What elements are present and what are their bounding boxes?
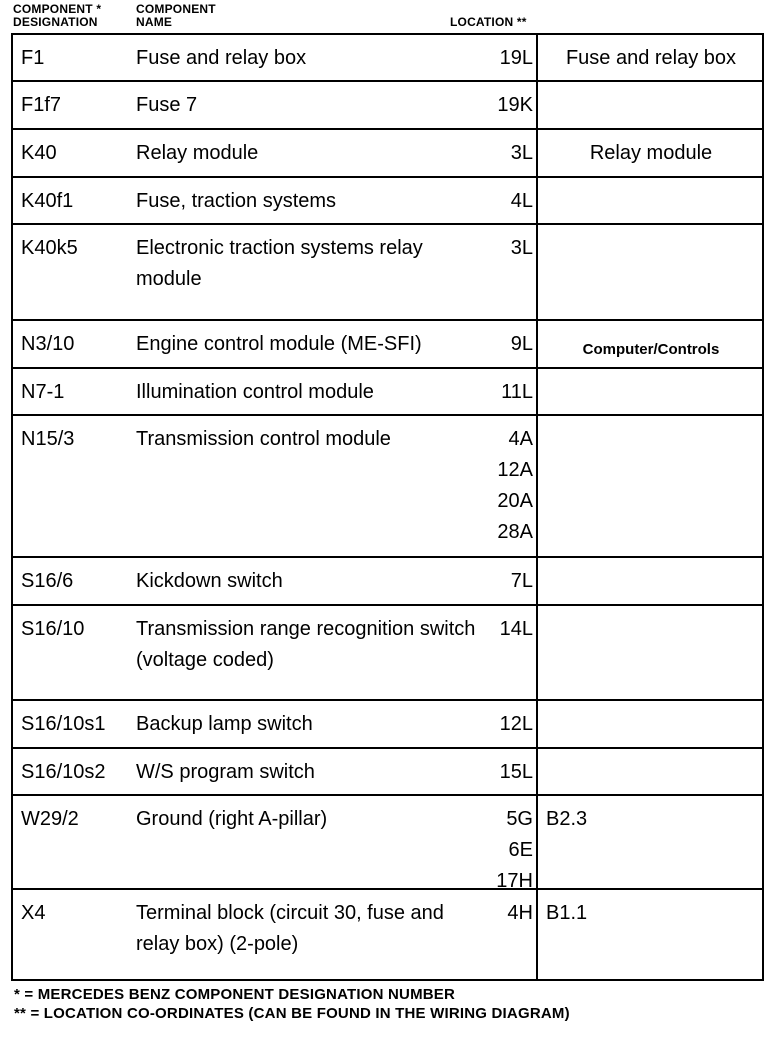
component-name: Electronic traction systems relay module	[136, 237, 423, 290]
component-name: Transmission range recognition switch (voltage coded)	[136, 618, 476, 671]
component-location	[501, 377, 533, 408]
table-row	[13, 890, 762, 979]
component-code: K40k5	[21, 237, 78, 259]
component-location	[511, 329, 533, 360]
component-code: N15/3	[21, 428, 75, 450]
component-note: Computer/Controls	[582, 341, 720, 358]
header-name-line1: COMPONENT	[136, 2, 216, 16]
location-code: 4L	[510, 190, 533, 212]
location-code: 20A	[497, 490, 533, 512]
location-code: 11L	[501, 381, 533, 403]
table-row	[13, 701, 762, 749]
component-name: Illumination control module	[136, 381, 374, 403]
component-location	[511, 233, 533, 264]
location-code: 15L	[499, 761, 533, 783]
location-code: 3L	[510, 142, 533, 164]
header-name-line2: NAME	[136, 15, 173, 29]
table-row	[13, 225, 762, 321]
component-name: Fuse, traction systems	[136, 190, 337, 212]
location-code: 19K	[497, 94, 533, 116]
location-code: 4A	[508, 428, 533, 450]
header-component-designation	[13, 3, 101, 29]
component-code: F1	[21, 47, 45, 69]
component-code: X4	[21, 902, 46, 924]
location-code: 14L	[499, 618, 533, 640]
component-location	[511, 566, 533, 597]
component-code: F1f7	[21, 94, 62, 116]
table-row	[13, 796, 762, 890]
component-note: Relay module	[589, 142, 713, 164]
component-note: Fuse and relay box	[565, 47, 737, 69]
component-location	[511, 138, 533, 169]
location-code: 12L	[499, 713, 533, 735]
location-code: 9L	[510, 333, 533, 355]
component-code: N3/10	[21, 333, 75, 355]
component-code: W29/2	[21, 808, 79, 830]
component-note: B2.3	[546, 808, 588, 830]
location-code: 6E	[508, 839, 533, 861]
location-code: 12A	[497, 459, 533, 481]
footnote-designation: * = MERCEDES BENZ COMPONENT DESIGNATION NUMBER	[14, 986, 456, 1003]
location-code: 19L	[499, 47, 533, 69]
component-name: Engine control module (ME-SFI)	[136, 333, 422, 355]
table-row	[13, 606, 762, 701]
component-location	[500, 757, 533, 788]
component-location	[500, 43, 533, 74]
component-name: W/S program switch	[136, 761, 315, 783]
component-location	[511, 186, 533, 217]
header-location: LOCATION **	[450, 15, 527, 29]
component-code: S16/10	[21, 618, 85, 640]
component-table	[11, 33, 764, 981]
footnote-location: ** = LOCATION CO-ORDINATES (CAN BE FOUND IN THE WIRING DIAGRAM)	[14, 1005, 570, 1022]
component-location	[507, 898, 533, 929]
table-row	[13, 178, 762, 225]
location-code: 3L	[510, 237, 533, 259]
table-row	[13, 749, 762, 796]
component-code: S16/10s2	[21, 761, 106, 783]
component-name: Transmission control module	[136, 428, 391, 450]
header-designation-line2: DESIGNATION	[13, 15, 98, 29]
component-location	[500, 614, 533, 645]
table-row	[13, 416, 762, 558]
component-name: Fuse 7	[136, 94, 198, 116]
component-name: Terminal block (circuit 30, fuse and relay box) (2-pole)	[136, 902, 444, 955]
component-code: S16/6	[21, 570, 74, 592]
component-name: Fuse and relay box	[136, 47, 307, 69]
component-code: K40	[21, 142, 57, 164]
component-name: Kickdown switch	[136, 570, 283, 592]
component-code: S16/10s1	[21, 713, 106, 735]
table-row	[13, 35, 762, 82]
component-location	[497, 90, 533, 121]
component-code: N7-1	[21, 381, 65, 403]
component-name: Backup lamp switch	[136, 713, 313, 735]
table-row	[13, 130, 762, 178]
location-code: 4H	[507, 902, 533, 924]
location-code: 5G	[506, 808, 533, 830]
component-note: B1.1	[546, 902, 588, 924]
component-location	[500, 709, 533, 740]
header-component-name	[136, 3, 216, 29]
header-designation-line1: COMPONENT *	[13, 2, 102, 16]
table-row	[13, 369, 762, 416]
component-name: Relay module	[136, 142, 259, 164]
location-code: 7L	[510, 570, 533, 592]
location-code: 28A	[497, 521, 533, 543]
component-location	[496, 804, 533, 897]
location-code: 17H	[496, 870, 533, 892]
component-name: Ground (right A-pillar)	[136, 808, 328, 830]
component-code: K40f1	[21, 190, 74, 212]
component-location	[497, 424, 533, 548]
table-row	[13, 558, 762, 606]
table-row	[13, 82, 762, 130]
table-row	[13, 321, 762, 369]
